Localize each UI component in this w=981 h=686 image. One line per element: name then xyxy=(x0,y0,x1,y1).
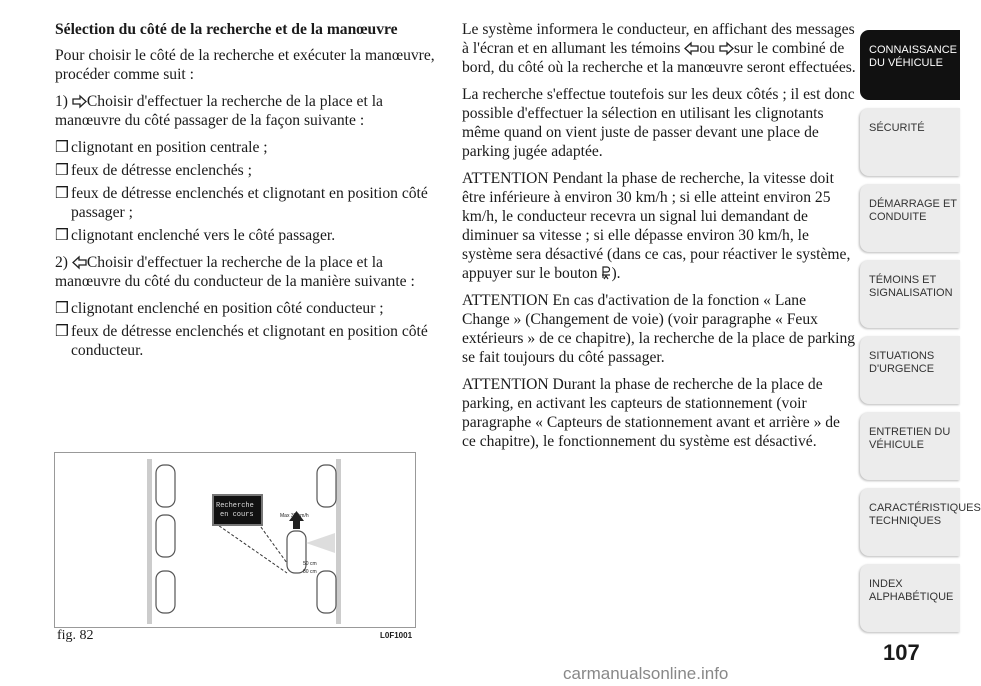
list-item: ❒ clignotant en position centrale ; xyxy=(55,139,268,156)
paragraph-sensors: ATTENTION Durant la phase de recherche de la place de parking, en activant les capteurs de stationnement (voir paragraphe « Capteurs de stationnement avant et arrière » de ce chapitre), le fonctionnement du système est désactivé. xyxy=(462,376,840,450)
checkbox-bullet-icon: ❒ xyxy=(55,227,69,244)
left-column xyxy=(55,20,440,364)
paragraph-both-sides: La recherche s'effectue toutefois sur les deux côtés ; il est donc possible d'effectuer la sélection en utilisant les clignotants même quand on vient juste de passer devant une place de parking jugée adaptée. xyxy=(462,86,855,160)
list-item: ❒ clignotant enclenché vers le côté passager. xyxy=(55,227,336,244)
step-2-number: 2) xyxy=(55,254,68,271)
display-line-2: en cours xyxy=(220,511,254,519)
tab-entretien[interactable]: ENTRETIEN DU VÉHICULE xyxy=(860,412,960,480)
page-number: 107 xyxy=(883,640,920,665)
chapter-tabs xyxy=(860,30,981,640)
distance-label: 50 cm xyxy=(303,561,317,567)
figure-parking-illustration xyxy=(54,452,416,628)
park-assist-button-icon xyxy=(601,266,611,280)
tab-urgence[interactable]: SITUATIONS D'URGENCE xyxy=(860,336,960,404)
display-line-1: Recherche xyxy=(216,502,254,510)
figure-caption: fig. 82 xyxy=(57,628,94,643)
right-arrow-icon xyxy=(72,96,87,107)
left-arrow-icon xyxy=(684,43,699,54)
step-2-text: Choisir d'effectuer la recherche de la place et la manœuvre du côté du conducteur de la manière suivante : xyxy=(55,254,415,290)
sensor-beam xyxy=(306,533,335,553)
tab-index[interactable]: INDEX ALPHABÉTIQUE xyxy=(860,564,960,632)
checkbox-bullet-icon: ❒ xyxy=(55,300,69,317)
checkbox-bullet-icon: ❒ xyxy=(55,323,69,340)
section-heading: Sélection du côté de la recherche et de la manœuvre xyxy=(55,21,398,38)
list-item: ❒ clignotant enclenché en position côté conducteur ; xyxy=(55,300,384,317)
paragraph-lane-change: ATTENTION En cas d'activation de la fonction « Lane Change » (Changement de voie) (voir paragraphe « Feux extérieurs » de ce chapitre), la recherche de la place de parking se fait toujours du côté passager. xyxy=(462,292,856,366)
tab-caracteristiques[interactable]: CARACTÉRISTIQUES TECHNIQUES xyxy=(860,488,960,556)
list-item: ❒ feux de détresse enclenchés et clignotant en position côté conducteur. xyxy=(55,323,428,359)
tab-temoins[interactable]: TÉMOINS ET SIGNALISATION xyxy=(860,260,960,328)
speed-label: Max 30 km/h xyxy=(280,513,309,519)
step-2 xyxy=(55,253,440,291)
tab-securite[interactable]: SÉCURITÉ xyxy=(860,108,960,176)
right-column xyxy=(462,20,857,459)
distance-label: 80 cm xyxy=(303,569,317,575)
dashboard-display xyxy=(213,495,262,525)
parked-car xyxy=(156,465,175,613)
checkbox-bullet-icon: ❒ xyxy=(55,139,69,156)
tab-demarrage[interactable]: DÉMARRAGE ET CONDUITE xyxy=(860,184,960,252)
figure-reference: L0F1001 xyxy=(380,631,413,640)
watermark: carmanualsonline.info xyxy=(563,664,729,683)
step-1-number: 1) xyxy=(55,93,68,110)
step-1 xyxy=(55,92,440,130)
right-arrow-icon xyxy=(719,43,734,54)
list-item: ❒ feux de détresse enclenchés et clignotant en position côté passager ; xyxy=(55,185,428,221)
intro-paragraph: Pour choisir le côté de la recherche et exécuter la manœuvre, procéder comme suit : xyxy=(55,47,435,83)
left-arrow-icon xyxy=(72,257,87,268)
tab-connaissance[interactable]: CONNAISSANCE DU VÉHICULE xyxy=(860,30,960,100)
list-item: ❒ feux de détresse enclenchés ; xyxy=(55,162,252,179)
paragraph-speed-warning: ATTENTION Pendant la phase de recherche, la vitesse doit être inférieure à environ 30 km/h ; si elle atteint environ 25 km/h, le conducteur recevra un signal lui demandant de diminuer sa vitesse ; si elle dépasse environ 30 km/h, le système sera désactivé (dans ce cas, pour réactiver le système, appuyer sur le bouton ). xyxy=(462,170,851,282)
paragraph-indicators: Le système informera le conducteur, en affichant des messages à l'écran et en allumant les témoins ou sur le combiné de bord, du côté où la recherche et la manœuvre seront effectuées. xyxy=(462,21,856,76)
checkbox-bullet-icon: ❒ xyxy=(55,185,69,202)
checkbox-bullet-icon: ❒ xyxy=(55,162,69,179)
parking-diagram xyxy=(55,453,415,627)
step-1-text: Choisir d'effectuer la recherche de la place et la manœuvre du côté passager de la façon suivante : xyxy=(55,93,383,129)
